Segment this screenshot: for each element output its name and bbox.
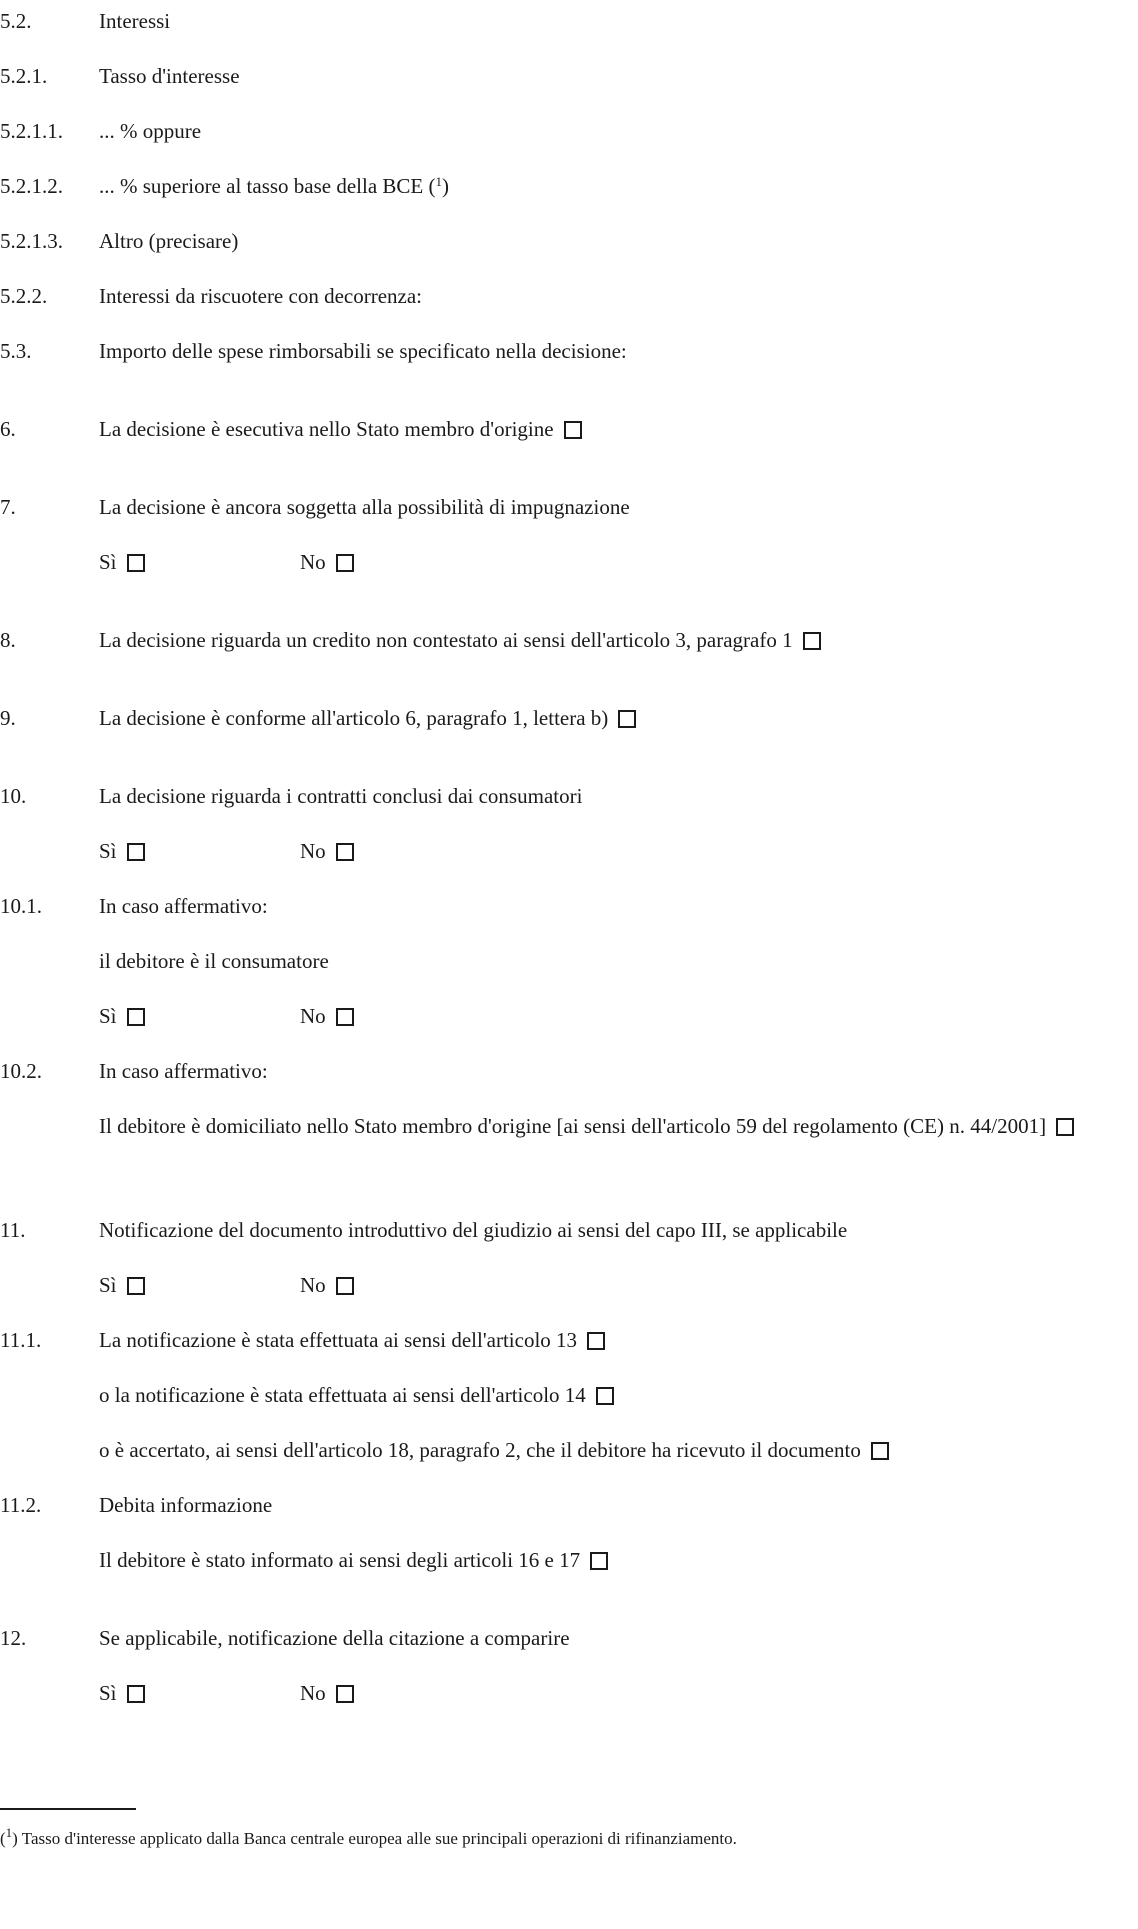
item-number: 7.	[0, 495, 16, 519]
footnote: ($^1$) Tasso d'interesse applicato dalla Banca centrale europea alle sue principali operazioni di rifinanziamento.	[0, 1825, 737, 1848]
item-text	[99, 416, 582, 442]
item-label: La notificazione è stata effettuata ai sensi dell'articolo 13	[99, 1328, 578, 1352]
item-number: 9.	[0, 706, 16, 730]
item-text: Notificazione del documento introduttivo del giudizio ai sensi del capo III, se applicabile	[99, 1218, 848, 1242]
item-number: 5.2.1.	[0, 64, 48, 88]
item-number: 5.2.1.1.	[0, 119, 63, 143]
item-number: 11.	[0, 1218, 26, 1242]
item-number: 5.3.	[0, 339, 32, 363]
yes-checkbox[interactable]	[127, 554, 145, 572]
no-label: No	[300, 1681, 326, 1705]
no-checkbox[interactable]	[336, 843, 354, 861]
no-option	[300, 1272, 354, 1298]
item-number: 10.2.	[0, 1059, 42, 1083]
no-checkbox[interactable]	[336, 1008, 354, 1026]
item-text: Tasso d'interesse	[99, 64, 240, 88]
yes-label: Sì	[99, 1273, 117, 1297]
checkbox[interactable]	[871, 1442, 889, 1460]
item-subtext	[99, 1382, 614, 1408]
no-label: No	[300, 1273, 326, 1297]
item-text: Interessi da riscuotere con decorrenza:	[99, 284, 422, 308]
yes-checkbox[interactable]	[127, 1277, 145, 1295]
yes-checkbox[interactable]	[127, 1008, 145, 1026]
item-label: Il debitore è domiciliato nello Stato membro d'origine [ai sensi dell'articolo 59 del regolamento (CE) n. 44/2001]	[99, 1114, 1047, 1138]
item-number: 10.	[0, 784, 27, 808]
yes-label: Sì	[99, 1681, 117, 1705]
yes-option	[99, 549, 145, 575]
no-option	[300, 549, 354, 575]
item-number: 12.	[0, 1626, 27, 1650]
item-text-close: )	[442, 174, 449, 198]
yes-checkbox[interactable]	[127, 843, 145, 861]
item-text: ... % oppure	[99, 119, 202, 143]
yes-label: Sì	[99, 550, 117, 574]
footnote-mark: 1	[5, 1825, 13, 1840]
item-label: o la notificazione è stata effettuata ai sensi dell'articolo 14	[99, 1383, 586, 1407]
item-text	[99, 1327, 605, 1353]
yes-checkbox[interactable]	[127, 1685, 145, 1703]
no-checkbox[interactable]	[336, 1277, 354, 1295]
item-text: La decisione riguarda i contratti conclusi dai consumatori	[99, 784, 583, 808]
item-number: 5.2.1.3.	[0, 229, 63, 253]
yes-label: Sì	[99, 1004, 117, 1028]
footnote-ref[interactable]: 1	[435, 174, 442, 189]
item-number: 8.	[0, 628, 16, 652]
checkbox[interactable]	[590, 1552, 608, 1570]
item-number: 5.2.2.	[0, 284, 48, 308]
yes-option	[99, 1003, 145, 1029]
item-text	[99, 173, 449, 199]
checkbox[interactable]	[803, 632, 821, 650]
item-text: In caso affermativo:	[99, 1059, 268, 1083]
item-label: La decisione riguarda un credito non contestato ai sensi dell'articolo 3, paragrafo 1	[99, 628, 793, 652]
item-text: Interessi	[99, 9, 171, 33]
no-checkbox[interactable]	[336, 1685, 354, 1703]
item-label: o è accertato, ai sensi dell'articolo 18, paragrafo 2, che il debitore ha ricevuto il documento	[99, 1438, 861, 1462]
footnote-divider	[0, 1808, 136, 1810]
item-number: 10.1.	[0, 894, 42, 918]
yes-label: Sì	[99, 839, 117, 863]
item-text: Debita informazione	[99, 1493, 273, 1517]
yes-option	[99, 838, 145, 864]
item-text-main: ... % superiore al tasso base della BCE (	[99, 174, 436, 198]
item-number: 11.2.	[0, 1493, 42, 1517]
checkbox[interactable]	[564, 421, 582, 439]
item-label: La decisione è conforme all'articolo 6, paragrafo 1, lettera b)	[99, 706, 609, 730]
item-text: Importo delle spese rimborsabili se specificato nella decisione:	[99, 339, 627, 363]
checkbox[interactable]	[618, 710, 636, 728]
item-number: 5.2.	[0, 9, 32, 33]
item-text: In caso affermativo:	[99, 894, 268, 918]
item-subtext: il debitore è il consumatore	[99, 949, 329, 973]
item-subtext	[99, 1113, 1129, 1139]
no-checkbox[interactable]	[336, 554, 354, 572]
no-label: No	[300, 839, 326, 863]
yes-option	[99, 1272, 145, 1298]
checkbox[interactable]	[587, 1332, 605, 1350]
item-text: La decisione è ancora soggetta alla possibilità di impugnazione	[99, 495, 630, 519]
no-option	[300, 1680, 354, 1706]
checkbox[interactable]	[596, 1387, 614, 1405]
item-text	[99, 627, 821, 653]
item-text: Se applicabile, notificazione della citazione a comparire	[99, 1626, 570, 1650]
checkbox[interactable]	[1056, 1118, 1074, 1136]
item-text	[99, 705, 636, 731]
item-number: 11.1.	[0, 1328, 42, 1352]
item-text: Altro (precisare)	[99, 229, 239, 253]
no-option	[300, 1003, 354, 1029]
item-subtext	[99, 1547, 608, 1573]
footnote-text: Tasso d'interesse applicato dalla Banca centrale europea alle sue principali operazioni di rifinanziamento.	[17, 1829, 737, 1848]
item-label: Il debitore è stato informato ai sensi degli articoli 16 e 17	[99, 1548, 581, 1572]
item-number: 5.2.1.2.	[0, 174, 63, 198]
yes-option	[99, 1680, 145, 1706]
item-label: La decisione è esecutiva nello Stato membro d'origine	[99, 417, 554, 441]
no-option	[300, 838, 354, 864]
item-number: 6.	[0, 417, 16, 441]
no-label: No	[300, 550, 326, 574]
item-subtext	[99, 1437, 889, 1463]
no-label: No	[300, 1004, 326, 1028]
